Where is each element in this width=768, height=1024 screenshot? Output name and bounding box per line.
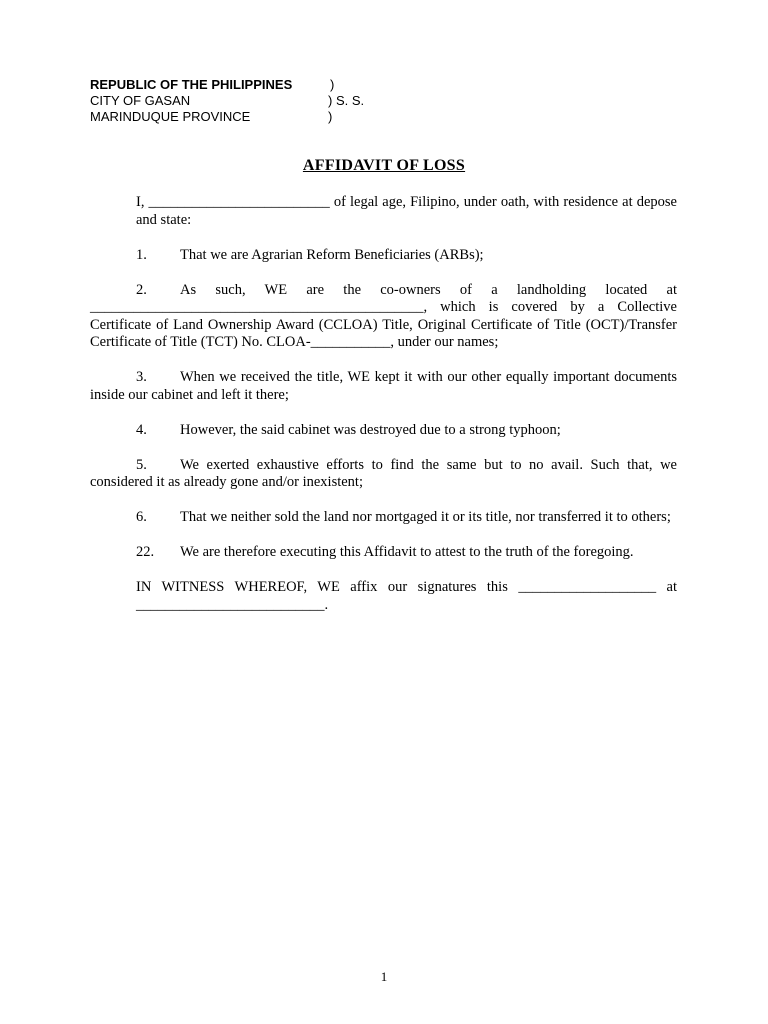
document-body [90, 194, 677, 632]
numbered-paragraph-5 [90, 457, 677, 492]
paragraph-text: However, the said cabinet was destroyed due to a strong typhoon; [180, 421, 561, 438]
paragraph-number: 3. [136, 369, 147, 386]
numbered-paragraph-1 [90, 247, 677, 265]
paragraph-text: We exerted exhaustive efforts to find the same but to no avail. Such that, we considered it as already gone and/or inexistent; [90, 456, 677, 491]
paragraph-text: That we are Agrarian Reform Beneficiaries (ARBs); [180, 246, 484, 263]
caption-paren-3: ) [328, 109, 333, 124]
numbered-paragraph-2 [90, 282, 677, 352]
paragraph-number: 6. [136, 509, 147, 526]
paragraph-text: When we received the title, WE kept it with our other equally important documents inside our cabinet and left it there; [90, 369, 677, 403]
numbered-paragraph-4 [90, 422, 677, 440]
paragraph-text: We are therefore executing this Affidavit to attest to the truth of the foregoing. [180, 544, 634, 561]
caption-republic: REPUBLIC OF THE PHILIPPINES [90, 77, 293, 92]
caption-paren-1: ) [330, 77, 335, 92]
caption-row-province [90, 109, 333, 125]
numbered-paragraph-22 [90, 544, 677, 562]
intro-paragraph: I, _________________________ of legal age, Filipino, under oath, with residence at depose and state: [136, 194, 677, 228]
paragraph-number: 5. [136, 456, 147, 473]
paragraph-number: 22. [136, 544, 155, 561]
paragraph-number: 2. [136, 281, 147, 298]
caption-row-city [90, 93, 365, 109]
document-title: AFFIDAVIT OF LOSS [302, 157, 466, 174]
numbered-paragraph-3 [90, 369, 677, 404]
paragraph-text: As such, WE are the co-owners of a landholding located at ______________________________________________, which is covered by a Collective Certificate of Land Ownership Award (CCLOA) Title, Original Certificate of Title (OCT)/Transfer Certificate of Title (TCT) No. CLOA-___________, under our names; [90, 281, 677, 351]
witness-paragraph: IN WITNESS WHEREOF, WE affix our signatures this ___________________ at __________________________. [136, 579, 677, 614]
paragraph-number: 4. [136, 421, 147, 438]
case-caption [90, 77, 365, 125]
numbered-paragraph-6 [90, 509, 677, 527]
caption-paren-2: ) S. S. [328, 93, 365, 108]
caption-province: MARINDUQUE PROVINCE [90, 109, 251, 124]
caption-city: CITY OF GASAN [90, 93, 191, 108]
caption-row-republic [90, 77, 335, 93]
paragraph-text: That we neither sold the land nor mortgaged it or its title, nor transferred it to others; [180, 509, 671, 526]
page-number: 1 [380, 969, 388, 984]
paragraph-number: 1. [136, 246, 147, 263]
